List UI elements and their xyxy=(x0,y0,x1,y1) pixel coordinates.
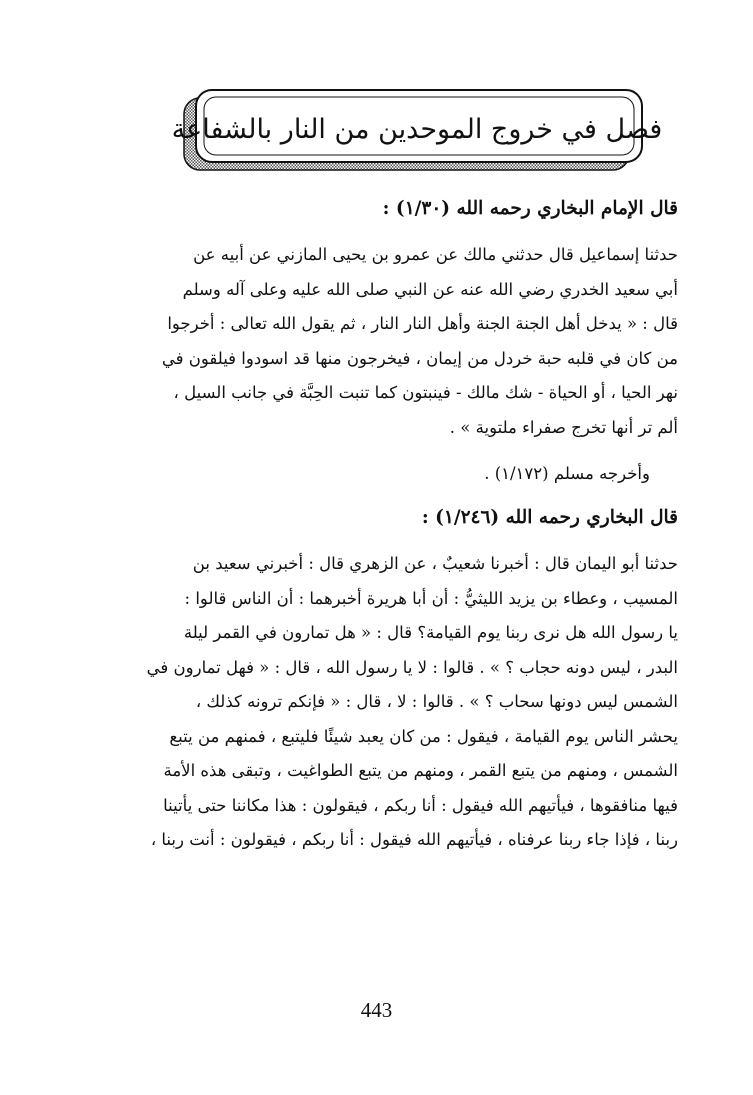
text-line: نهر الحيا ، أو الحياة - شك مالك - فينبتون كما تنبت الحِبَّة في جانب السيل ، xyxy=(173,383,678,402)
section-heading-bukhari-1: قال الإمام البخاري رحمه الله (١/٣٠) : xyxy=(382,198,678,219)
chapter-title: فصل في خروج الموحدين من النار بالشفاعة xyxy=(171,113,663,145)
text-line: فيها منافقوها ، فيأتيهم الله فيقول : أنا ربكم ، فيقولون : هذا مكاننا حتى يأتينا xyxy=(163,795,678,815)
text-line: أبي سعيد الخدري رضي الله عنه عن النبي صلى الله عليه وعلى آله وسلم xyxy=(182,279,678,299)
text-line: حدثنا إسماعيل قال حدثني مالك عن عمرو بن يحيى المازني عن أبيه عن xyxy=(193,245,678,264)
text-line: من كان في قلبه حبة خردل من إيمان ، فيخرجون منها قد اسودوا فيلقون في xyxy=(161,348,678,368)
page-number: 443 xyxy=(360,998,393,1022)
hadith-paragraph-1 xyxy=(108,238,678,445)
hadith-paragraph-2 xyxy=(108,547,678,858)
chapter-title-frame xyxy=(171,88,663,176)
text-line: ربنا ، فإذا جاء ربنا عرفناه ، فيأتيهم الله فيقول : أنا ربكم ، فيقولون : أنت ربنا ، xyxy=(150,830,678,849)
text-line: قال : « يدخل أهل الجنة الجنة وأهل النار النار ، ثم يقول الله تعالى : أخرجوا xyxy=(167,314,678,333)
section-heading-bukhari-2: قال البخاري رحمه الله (١/٢٤٦) : xyxy=(421,507,678,528)
text-line: البدر ، ليس دونه حجاب ؟ » . قالوا : لا يا رسول الله ، قال : « فهل تمارون في xyxy=(146,657,678,677)
page-content xyxy=(108,194,678,858)
text-line: المسيب ، وعطاء بن يزيد الليثيُّ : أن أبا هريرة أخبرهما : أن الناس قالوا : xyxy=(184,588,678,608)
text-line: يحشر الناس يوم القيامة ، فيقول : من كان يعبد شيئًا فليتبع ، فمنهم من يتبع xyxy=(169,726,678,746)
text-line: الشمس ، ومنهم من يتبع القمر ، ومنهم من يتبع الطواغيت ، وتبقى هذه الأمة xyxy=(163,761,678,780)
text-line: الشمس ليس دونها سحاب ؟ » . قالوا : لا ، قال : « فإنكم ترونه كذلك ، xyxy=(195,692,678,711)
source-note-muslim: وأخرجه مسلم (١/١٧٢) . xyxy=(484,464,650,483)
text-line: حدثنا أبو اليمان قال : أخبرنا شعيبٌ ، عن الزهري قال : أخبرني سعيد بن xyxy=(192,554,678,573)
text-line: يا رسول الله هل نرى ربنا يوم القيامة؟ قال : « هل تمارون في القمر ليلة xyxy=(183,623,678,642)
text-line: ألم تر أنها تخرج صفراء ملتوية » . xyxy=(449,417,678,437)
